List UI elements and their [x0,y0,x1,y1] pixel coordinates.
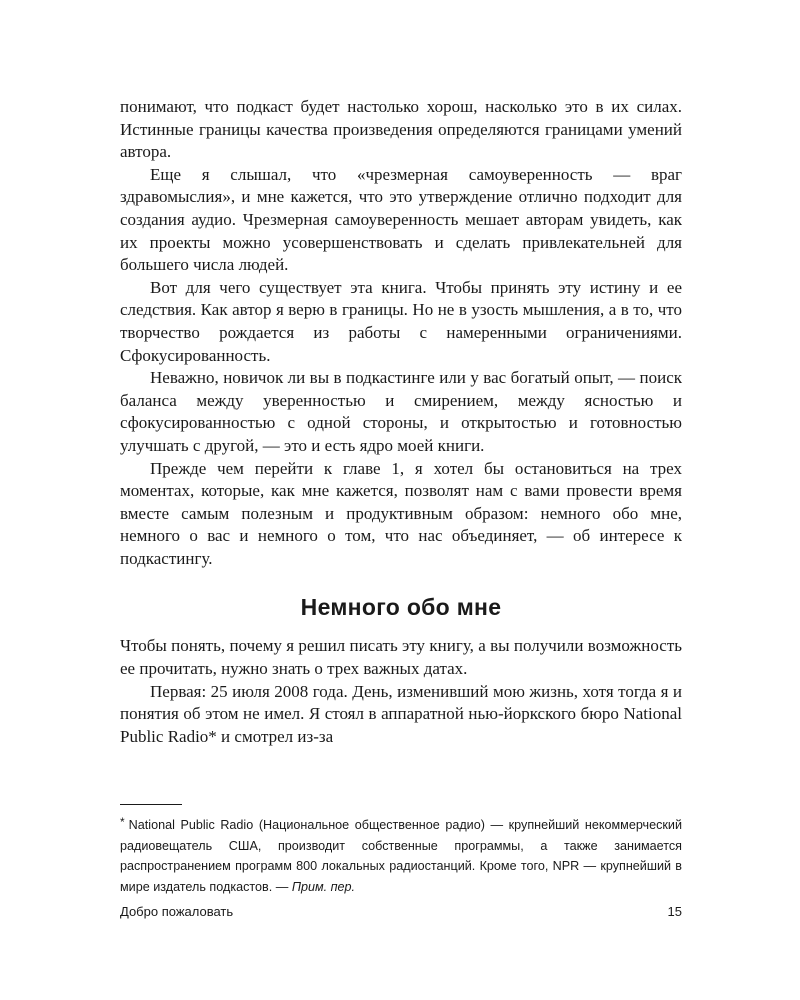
paragraph: Неважно, новичок ли вы в подкастинге или у вас богатый опыт, — поиск баланса между уверенностью и смирением, между ясностью и сфокусированностью с одной стороны, и открытостью и готовностью улучшать с другой, — это и есть ядро моей книги. [120,368,682,455]
paragraph: понимают, что подкаст будет настолько хорош, насколько это в их силах. Истинные границы качества произведения определяются границами умений автора. [120,97,682,162]
paragraph: Первая: 25 июля 2008 года. День, изменивший мою жизнь, хотя тогда я и понятия об этом не имел. Я стоял в аппаратной нью-йоркского бюро National Public Radio* и смотрел из-за [120,681,682,746]
running-title: Добро пожаловать [120,904,234,919]
paragraph: Прежде чем перейти к главе 1, я хотел бы остановиться на трех моментах, которые, как мне кажется, позволят нам с вами провести время вместе самым полезным и продуктивным образом: немного обо мне, немного о вас и немного о том, что нас объединяет, — об интересе к подкастингу. [120,458,682,568]
translator-note: Прим. пер. [291,879,356,894]
page-footer [120,904,682,919]
page-number: 15 [667,904,682,919]
page-body [120,96,682,748]
section-heading: Немного обо мне [300,594,502,621]
paragraph: Вот для чего существует эта книга. Чтобы принять эту истину и ее следствия. Как автор я верю в границы. Но не в узость мышления, а в то, что творчество рождается из работы с намеренными ограничениями. Сфокусированность. [120,277,682,365]
paragraph: Еще я слышал, что «чрезмерная самоуверенность — враг здравомыслия», и мне кажется, что это утверждение отлично подходит для создания аудио. Чрезмерная самоуверенность мешает авторам увидеть, как их проекты можно усовершенствовать и сделать привлекательней для большего числа людей. [120,164,682,275]
footnote-text: National Public Radio (Национальное общественное радио) — крупнейший некоммерческий радиовещатель США, производит собственные программы, а также занимается распространением программ 800 локальных радиостанций. Кроме того, NPR — крупнейший в мире издатель подкастов. — [120,818,682,894]
footnote [120,812,682,897]
paragraph: Чтобы понять, почему я решил писать эту книгу, а вы получили возможность ее прочитать, нужно знать о трех важных датах. [120,636,682,679]
footnote-divider [120,804,182,805]
footnote-mark: * [120,815,125,829]
